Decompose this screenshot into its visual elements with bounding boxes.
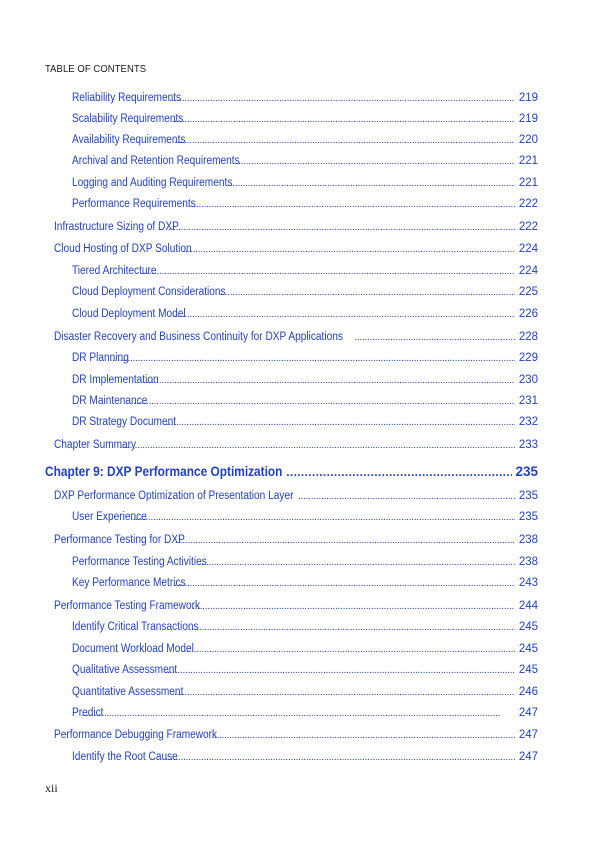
dot-leader — [119, 440, 515, 451]
toc-entry[interactable] — [72, 92, 538, 104]
toc-entry-title: Chapter Summary — [54, 439, 137, 451]
toc-entry-title: Availability Requirements — [72, 134, 186, 146]
dot-leader — [163, 417, 515, 428]
toc-entry[interactable] — [72, 134, 538, 146]
toc-entry-title: Performance Testing Activities — [72, 556, 207, 568]
toc-entry-title: DR Planning — [72, 352, 129, 364]
dot-leader — [174, 578, 515, 589]
toc-entry-page: 235 — [515, 464, 538, 479]
toc-entry[interactable] — [72, 113, 538, 125]
dot-leader — [168, 222, 515, 233]
dot-leader — [130, 512, 515, 523]
toc-entry-title: DR Implementation — [72, 374, 159, 386]
dot-leader — [172, 687, 515, 698]
toc-entry-title: Chapter 9: DXP Performance Optimization — [45, 464, 283, 479]
toc-entry-title: Document Workload Model — [72, 643, 194, 655]
toc-entry-title: User Experience — [72, 511, 147, 523]
dot-leader — [81, 708, 515, 719]
toc-entry[interactable] — [72, 621, 538, 633]
toc-entry-title: DR Maintenance — [72, 395, 148, 407]
toc-entry-title: Disaster Recovery and Business Continuity for DXP Applications — [54, 331, 343, 343]
toc-entry[interactable] — [72, 286, 538, 298]
toc-entry-title: Performance Testing for DXP — [54, 534, 185, 546]
toc-entry-page: 225 — [518, 286, 538, 298]
dot-leader — [174, 135, 515, 146]
toc-entry-title: Cloud Deployment Considerations — [72, 286, 226, 298]
toc-entry-page: 245 — [518, 643, 538, 655]
running-head: TABLE OF CONTENTS — [45, 63, 147, 75]
toc-entry-title: Identify Critical Transactions — [72, 621, 199, 633]
toc-entry[interactable] — [72, 352, 538, 364]
dot-leader — [184, 644, 515, 655]
toc-entry-title: DR Strategy Document — [72, 416, 177, 428]
toc-entry-page: 246 — [518, 686, 538, 698]
toc-entry-page: 224 — [518, 243, 538, 255]
toc-entry-page: 219 — [518, 113, 538, 125]
toc-entry[interactable] — [72, 395, 538, 407]
toc-entry-title: Predict — [72, 707, 104, 719]
toc-entry-page: 221 — [518, 177, 538, 189]
dot-leader — [141, 266, 515, 277]
toc-entry-page: 230 — [518, 374, 538, 386]
toc-entry-title: Performance Debugging Framework — [54, 729, 218, 741]
toc-entry-page: 245 — [518, 621, 538, 633]
toc-entry[interactable] — [72, 556, 538, 568]
toc-entry-title: Performance Testing Framework — [54, 600, 201, 612]
toc-entry-page: 233 — [518, 439, 538, 451]
dot-leader — [354, 332, 515, 343]
toc-entry-page: 221 — [518, 155, 538, 167]
toc-chapter-entry[interactable] — [45, 464, 538, 479]
toc-entry[interactable] — [54, 221, 538, 233]
toc-entry-page: 238 — [518, 534, 538, 546]
dot-leader — [165, 665, 515, 676]
toc-entry-title: Quantitative Assessment — [72, 686, 184, 698]
dot-leader — [165, 752, 515, 763]
toc-entry-title: Identify the Root Cause — [72, 751, 178, 763]
toc-entry-page: 245 — [518, 664, 538, 676]
toc-entry-title: Performance Requirements — [72, 198, 196, 210]
toc-entry[interactable] — [72, 751, 538, 763]
toc-entry-page: 231 — [518, 395, 538, 407]
toc-entry-page: 235 — [518, 511, 538, 523]
toc-entry-page: 222 — [518, 221, 538, 233]
toc-entry-page: 224 — [518, 265, 538, 277]
dot-leader — [131, 396, 515, 407]
toc-entry[interactable] — [72, 577, 538, 589]
dot-leader — [172, 114, 515, 125]
toc-entry-page: 229 — [518, 352, 538, 364]
toc-entry-page: 247 — [518, 729, 538, 741]
dot-leader — [174, 309, 515, 320]
toc-entry[interactable] — [72, 374, 538, 386]
toc-entry-title: Logging and Auditing Requirements — [72, 177, 233, 189]
toc-entry-page: 226 — [518, 308, 538, 320]
toc-entry[interactable] — [54, 490, 538, 502]
toc-entry-page: 232 — [518, 416, 538, 428]
toc-entry-page: 220 — [518, 134, 538, 146]
toc-entry[interactable] — [72, 707, 538, 719]
toc-entry-page: 228 — [518, 331, 538, 343]
page-number: xii — [45, 781, 58, 795]
toc-entry-page: 247 — [518, 751, 538, 763]
dot-leader — [298, 491, 515, 502]
toc-entry-page: 243 — [518, 577, 538, 589]
toc-entry[interactable] — [72, 308, 538, 320]
toc-entry-page: 244 — [518, 600, 538, 612]
dot-leader — [169, 93, 515, 104]
dot-leader — [189, 622, 515, 633]
toc-entry[interactable] — [72, 265, 538, 277]
toc-entry-title: Tiered Architecture — [72, 265, 157, 277]
toc-entry[interactable] — [54, 600, 538, 612]
dot-leader — [236, 156, 515, 167]
toc-entry-page: 235 — [518, 490, 538, 502]
toc-entry[interactable] — [72, 643, 538, 655]
dot-leader — [198, 557, 515, 568]
toc-entry[interactable] — [72, 198, 538, 210]
toc-entry-title: Scalability Requirements — [72, 113, 184, 125]
toc-entry[interactable] — [54, 534, 538, 546]
dot-leader — [192, 601, 515, 612]
toc-entry[interactable] — [72, 416, 538, 428]
toc-entry-page: 247 — [518, 707, 538, 719]
dot-leader — [220, 287, 515, 298]
toc-entry[interactable] — [72, 686, 538, 698]
toc-entry[interactable] — [54, 729, 538, 741]
toc-entry[interactable] — [72, 511, 538, 523]
toc-entry[interactable] — [72, 664, 538, 676]
dot-leader — [211, 730, 515, 741]
toc-entry-page: 219 — [518, 92, 538, 104]
toc-entry-page: 222 — [518, 198, 538, 210]
toc-entry-title: Reliability Requirements — [72, 92, 182, 104]
toc-entry[interactable] — [72, 155, 538, 167]
dot-leader — [186, 199, 515, 210]
dot-leader — [286, 465, 512, 479]
toc-entry[interactable] — [54, 331, 538, 343]
dot-leader — [182, 244, 515, 255]
toc-entry-title: DXP Performance Optimization of Presentation Layer — [54, 490, 294, 502]
toc-entry[interactable] — [72, 177, 538, 189]
toc-entry[interactable] — [54, 439, 538, 451]
toc-entry-title: Qualitative Assessment — [72, 664, 178, 676]
toc-entry-page: 238 — [518, 556, 538, 568]
toc-entry-title: Infrastructure Sizing of DXP — [54, 221, 179, 233]
dot-leader — [227, 178, 515, 189]
dot-leader — [110, 353, 515, 364]
dot-leader — [143, 375, 515, 386]
toc-entry-title: Cloud Deployment Model — [72, 308, 186, 320]
toc-entry[interactable] — [54, 243, 538, 255]
toc-entry-title: Key Performance Metrics — [72, 577, 186, 589]
dot-leader — [175, 535, 515, 546]
toc-entry-title: Archival and Retention Requirements — [72, 155, 240, 167]
toc-entry-title: Cloud Hosting of DXP Solution — [54, 243, 192, 255]
